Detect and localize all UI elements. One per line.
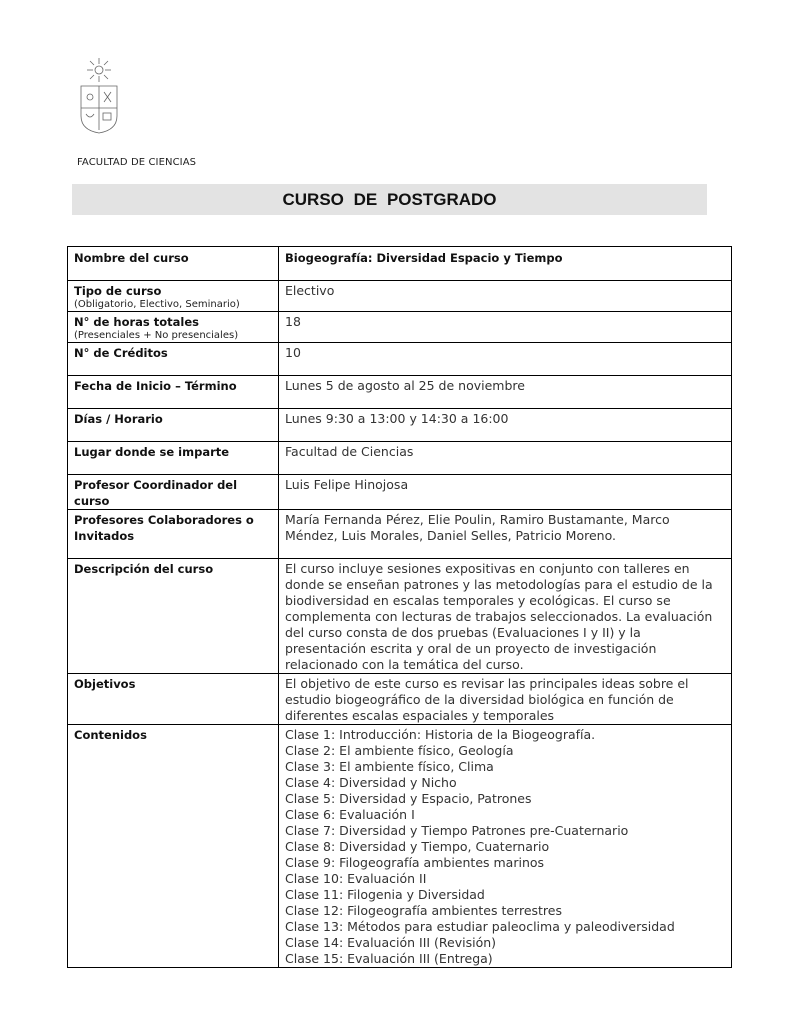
table-row (68, 409, 732, 442)
hours-cell (68, 312, 279, 343)
list-item: Clase 3: El ambiente físico, Clima (285, 759, 494, 774)
university-crest-icon (78, 56, 120, 134)
credits-value: 10 (279, 343, 732, 376)
place-value: Facultad de Ciencias (279, 442, 732, 475)
list-item: Clase 2: El ambiente físico, Geología (285, 743, 514, 758)
description-value: El curso incluye sesiones expositivas en conjunto con talleres en donde se enseñan patrones y las metodologías para el estudio de la biodiversidad en escalas temporales y ecológicas. El curso se complementa con lecturas de trabajos seleccionados. La evaluación del curso consta de dos pruebas (Evaluaciones I y II) y la presentación escrita y oral de un proyecto de investigación relacionado con la temática del curso. (279, 559, 732, 674)
list-item: Clase 4: Diversidad y Nicho (285, 775, 457, 790)
faculty-name: FACULTAD DE CIENCIAS (77, 157, 197, 168)
hours-label: N° de horas totales (74, 315, 200, 329)
course-name-value: Biogeografía: Diversidad Espacio y Tiempo (279, 247, 732, 281)
list-item: Clase 12: Filogeografía ambientes terrestres (285, 903, 562, 918)
course-type-cell (68, 281, 279, 312)
course-type-sub: (Obligatorio, Electivo, Seminario) (74, 299, 240, 310)
list-item: Clase 13: Métodos para estudiar paleoclima y paleodiversidad (285, 919, 675, 934)
table-row (68, 281, 732, 312)
objectives-label: Objetivos (68, 674, 279, 725)
coordinator-value: Luis Felipe Hinojosa (279, 475, 732, 510)
course-type-value: Electivo (279, 281, 732, 312)
schedule-label: Días / Horario (68, 409, 279, 442)
collaborators-label: Profesores Colaboradores o Invitados (68, 510, 279, 559)
course-name-label: Nombre del curso (68, 247, 279, 281)
table-row (68, 442, 732, 475)
collaborators-value: María Fernanda Pérez, Elie Poulin, Ramiro Bustamante, Marco Méndez, Luis Morales, Daniel Selles, Patricio Moreno. (279, 510, 732, 559)
credits-label: N° de Créditos (68, 343, 279, 376)
table-row (68, 559, 732, 674)
dates-value: Lunes 5 de agosto al 25 de noviembre (279, 376, 732, 409)
contents-label: Contenidos (68, 725, 279, 968)
description-label: Descripción del curso (68, 559, 279, 674)
list-item: Clase 14: Evaluación III (Revisión) (285, 935, 497, 950)
schedule-value: Lunes 9:30 a 13:00 y 14:30 a 16:00 (279, 409, 732, 442)
title-banner (72, 184, 707, 215)
table-row (68, 510, 732, 559)
list-item: Clase 11: Filogenia y Diversidad (285, 887, 485, 902)
list-item: Clase 1: Introducción: Historia de la Biogeografía. (285, 727, 596, 742)
course-info-table (67, 246, 732, 968)
table-row (68, 475, 732, 510)
table-row (68, 674, 732, 725)
place-label: Lugar donde se imparte (68, 442, 279, 475)
list-item: Clase 6: Evaluación I (285, 807, 415, 822)
table-row (68, 247, 732, 281)
list-item: Clase 15: Evaluación III (Entrega) (285, 951, 493, 966)
contents-list (279, 725, 732, 968)
dates-label: Fecha de Inicio – Término (68, 376, 279, 409)
table-row (68, 312, 732, 343)
page-title: CURSO DE POSTGRADO (282, 190, 497, 209)
hours-sub: (Presenciales + No presenciales) (74, 330, 239, 341)
list-item: Clase 10: Evaluación II (285, 871, 427, 886)
table-row (68, 376, 732, 409)
table-row (68, 343, 732, 376)
list-item: Clase 5: Diversidad y Espacio, Patrones (285, 791, 532, 806)
list-item: Clase 8: Diversidad y Tiempo, Cuaternario (285, 839, 550, 854)
objectives-value: El objetivo de este curso es revisar las principales ideas sobre el estudio biogeográfico de la diversidad biológica en función de diferentes escalas espaciales y temporales (279, 674, 732, 725)
hours-value: 18 (279, 312, 732, 343)
list-item: Clase 9: Filogeografía ambientes marinos (285, 855, 545, 870)
list-item: Clase 7: Diversidad y Tiempo Patrones pre-Cuaternario (285, 823, 629, 838)
table-row (68, 725, 732, 968)
coordinator-label: Profesor Coordinador del curso (68, 475, 279, 510)
course-type-label: Tipo de curso (74, 284, 162, 298)
